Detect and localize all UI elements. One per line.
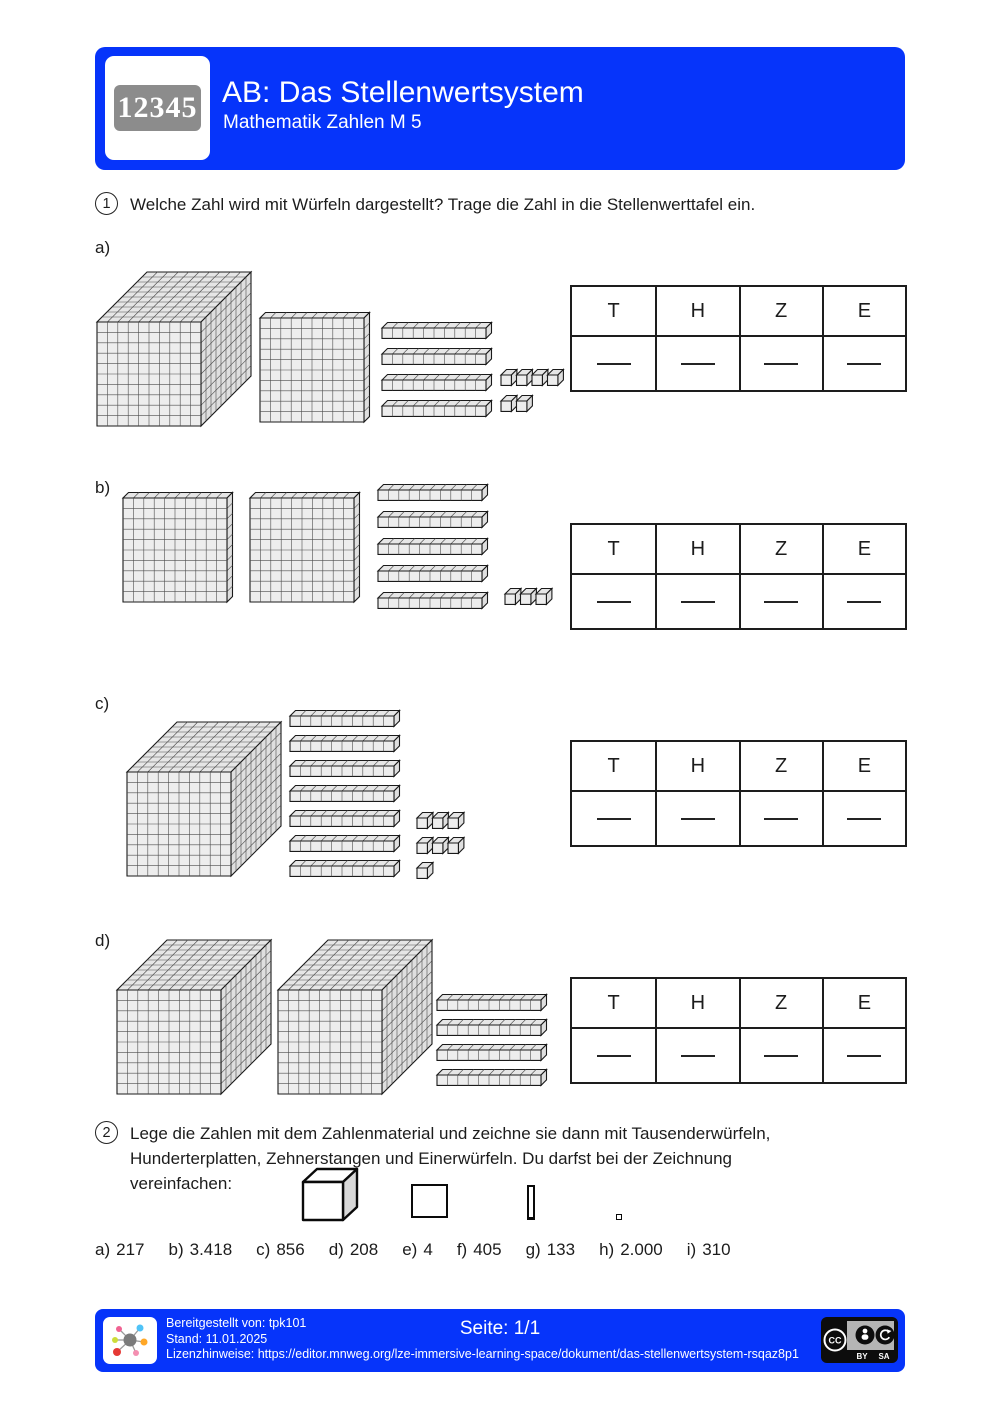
answer-blank — [764, 818, 798, 820]
item-label: h) — [599, 1240, 615, 1259]
task1-instruction: Welche Zahl wird mit Würfeln dargestellt? Trage die Zahl in die Stellenwerttafel ein. — [130, 195, 756, 214]
task2-instruction-line1: Lege die Zahlen mit dem Zahlenmaterial und zeichne sie dann mit Tausenderwürfeln, — [130, 1124, 771, 1143]
pvt-header-hundreds: H — [655, 525, 738, 575]
answer-blank — [764, 601, 798, 603]
answer-blank — [847, 601, 881, 603]
pvt-answer-hundreds — [655, 337, 738, 390]
pvt-answer-thousands — [572, 1029, 655, 1082]
sa-arrow-icon — [876, 1326, 895, 1345]
pvt-header-thousands: T — [572, 525, 655, 575]
answer-blank — [681, 818, 715, 820]
item-value: 133 — [546, 1240, 576, 1259]
pvt-header-thousands: T — [572, 742, 655, 792]
task2-number-list — [95, 1240, 731, 1260]
item-label: d) — [328, 1240, 344, 1259]
item-label: c) — [256, 1240, 271, 1259]
footer-stand-date: Stand: 11.01.2025 — [166, 1331, 268, 1346]
cc-by-label: BY — [856, 1352, 868, 1361]
cc-sa-label: SA — [878, 1352, 890, 1361]
pvt-answer-tens — [739, 575, 822, 628]
answer-blank — [681, 601, 715, 603]
task2-instruction-line3: vereinfachen: — [130, 1174, 233, 1193]
section-label: c) — [95, 694, 110, 713]
task2-item-i — [687, 1240, 731, 1260]
logo-12345-plate — [114, 85, 201, 131]
pvt-answer-thousands — [572, 792, 655, 845]
cc-by-sa-badge — [821, 1317, 898, 1363]
header-banner — [95, 47, 905, 170]
task2-instruction-line2: Hunderterplatten, Zehnerstangen und Einerwürfeln. Du darfst bei der Zeichnung — [130, 1149, 732, 1168]
place-value-table-c — [570, 740, 907, 847]
item-label: b) — [168, 1240, 184, 1259]
pvt-answer-tens — [739, 1029, 822, 1082]
task2-item-b — [169, 1240, 233, 1260]
item-label: f) — [456, 1240, 468, 1259]
ten-rod-symbol — [527, 1185, 535, 1220]
task2-item-h — [599, 1240, 663, 1260]
one-cube-symbol — [616, 1214, 622, 1220]
item-value: 405 — [473, 1240, 502, 1259]
answer-blank — [681, 1055, 715, 1057]
pvt-answer-thousands — [572, 337, 655, 390]
answer-blank — [847, 818, 881, 820]
answer-blank — [847, 363, 881, 365]
pvt-answer-tens — [739, 792, 822, 845]
hundred-plate-symbol — [411, 1184, 448, 1218]
pvt-answer-hundreds — [655, 792, 738, 845]
pvt-header-thousands: T — [572, 287, 655, 337]
item-label: e) — [402, 1240, 418, 1259]
task1-number-badge — [95, 192, 118, 215]
answer-blank — [764, 1055, 798, 1057]
answer-blank — [764, 363, 798, 365]
section-label: a) — [95, 238, 111, 257]
task2-item-g — [526, 1240, 576, 1260]
pvt-answer-ones — [822, 575, 905, 628]
pvt-header-thousands: T — [572, 979, 655, 1029]
item-value: 310 — [702, 1240, 731, 1259]
footer-banner — [95, 1309, 905, 1372]
page-indicator: Seite: 1/1 — [459, 1318, 541, 1339]
answer-blank — [847, 1055, 881, 1057]
section-label: b) — [95, 478, 111, 497]
logo-text: 12345 — [117, 91, 198, 124]
pvt-header-tens: Z — [739, 742, 822, 792]
base-ten-blocks-a — [95, 260, 573, 449]
place-value-table-d — [570, 977, 907, 1084]
item-label: a) — [95, 1240, 111, 1259]
pvt-header-hundreds: H — [655, 979, 738, 1029]
base-ten-blocks-b — [95, 478, 573, 649]
page-title: AB: Das Stellenwertsystem — [222, 76, 584, 109]
place-value-table-a — [570, 285, 907, 392]
pvt-answer-ones — [822, 792, 905, 845]
cc-logo-text: CC — [828, 1335, 842, 1346]
pvt-answer-tens — [739, 337, 822, 390]
thousand-cube-symbol — [300, 1165, 360, 1223]
pvt-answer-ones — [822, 1029, 905, 1082]
base-ten-blocks-c — [95, 695, 573, 904]
task2-item-c — [256, 1240, 305, 1260]
pvt-answer-ones — [822, 337, 905, 390]
pvt-header-ones: E — [822, 742, 905, 792]
answer-blank — [597, 1055, 631, 1057]
item-value: 3.418 — [189, 1240, 233, 1259]
pvt-header-ones: E — [822, 287, 905, 337]
item-value: 4 — [423, 1240, 433, 1259]
task2-number-badge — [95, 1121, 118, 1144]
task2-item-a — [95, 1240, 145, 1260]
base-ten-blocks-d — [95, 935, 573, 1118]
task2-item-f — [457, 1240, 502, 1260]
pvt-answer-hundreds — [655, 1029, 738, 1082]
item-label: i) — [686, 1240, 697, 1259]
task2-item-d — [329, 1240, 379, 1260]
item-value: 2.000 — [620, 1240, 663, 1259]
task2-item-e — [402, 1240, 433, 1260]
pvt-header-ones: E — [822, 979, 905, 1029]
pvt-header-hundreds: H — [655, 287, 738, 337]
footer-license-link[interactable]: Lizenzhinweise: https://editor.mnweg.org/lze-immersive-learning-space/dokument/das-stellenwertsystem-rsqaz8p1 — [166, 1347, 799, 1361]
pvt-header-hundreds: H — [655, 742, 738, 792]
footer-provided-by: Bereitgestellt von: tpk101 — [166, 1316, 307, 1330]
worksheet-logo — [105, 56, 210, 160]
task2-number: 2 — [102, 1124, 111, 1141]
page-subtitle: Mathematik Zahlen M 5 — [223, 112, 422, 133]
pvt-answer-hundreds — [655, 575, 738, 628]
item-value: 208 — [349, 1240, 379, 1259]
answer-blank — [681, 363, 715, 365]
item-label: g) — [525, 1240, 541, 1259]
item-value: 856 — [276, 1240, 305, 1259]
answer-blank — [597, 818, 631, 820]
answer-blank — [597, 363, 631, 365]
task1-number: 1 — [102, 195, 111, 212]
pvt-header-ones: E — [822, 525, 905, 575]
place-value-table-b — [570, 523, 907, 630]
section-label: d) — [95, 931, 111, 950]
pvt-header-tens: Z — [739, 525, 822, 575]
pvt-header-tens: Z — [739, 979, 822, 1029]
answer-blank — [597, 601, 631, 603]
pvt-header-tens: Z — [739, 287, 822, 337]
pvt-answer-thousands — [572, 575, 655, 628]
item-value: 217 — [116, 1240, 145, 1259]
